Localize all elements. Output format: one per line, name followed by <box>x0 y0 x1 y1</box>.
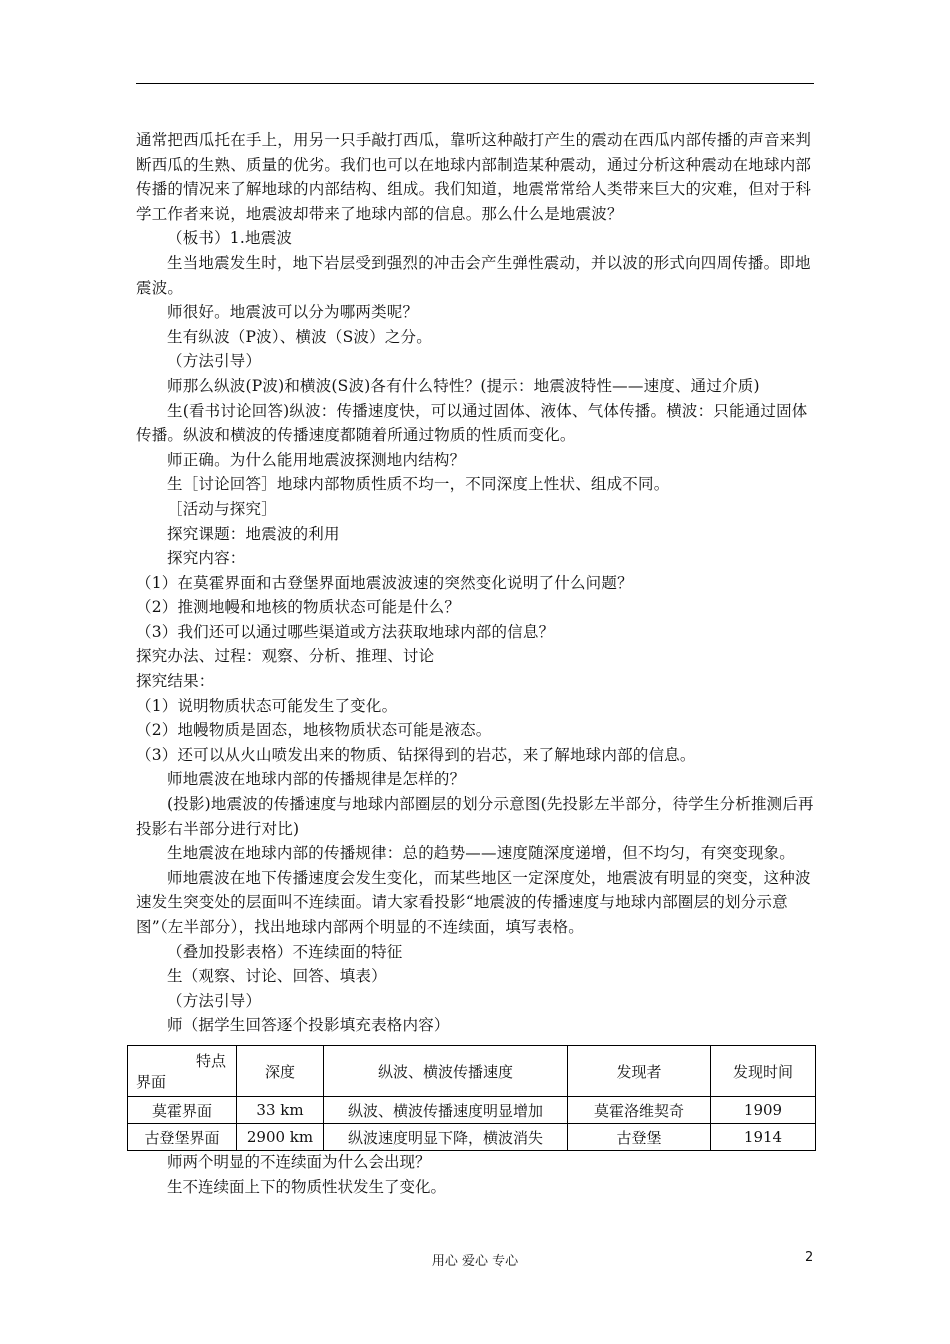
paragraph: 探究结果： <box>136 672 215 691</box>
table-header-row <box>128 1046 816 1097</box>
paragraph: 生［讨论回答］地球内部物质性质不均一，不同深度上性状、组成不同。 <box>167 475 670 494</box>
paragraph: 师（据学生回答逐个投影填充表格内容） <box>167 1016 450 1035</box>
table-row <box>128 1097 816 1124</box>
paragraph: 生当地震发生时，地下岩层受到强烈的冲击会产生弹性震动，并以波的形式向四周传播。即地震波。 <box>136 253 811 297</box>
paragraph: （2）地幔物质是固态，地核物质状态可能是液态。 <box>136 721 492 740</box>
paragraph: 探究办法、过程：观察、分析、推理、讨论 <box>136 647 435 666</box>
paragraph: 师地震波在地下传播速度会发生变化，而某些地区一定深度处，地震波有明显的突变，这种波速发生突变处的层面叫不连续面。请大家看投影“地震波的传播速度与地球内部圈层的划分示意图”（左半部分），找出地球内部两个明显的不连续面，填写表格。 <box>136 868 811 936</box>
paragraph: 师那么纵波(P波)和横波(S波)各有什么特性？(提示：地震波特性——速度、通过介质) <box>167 376 760 395</box>
row-discoverer: 古登堡 <box>568 1124 711 1151</box>
paragraph: （2）推测地幔和地核的物质状态可能是什么？ <box>136 598 461 617</box>
header-discoverer: 发现者 <box>568 1046 711 1097</box>
row-interface: 古登堡界面 <box>128 1124 237 1151</box>
row-speed: 纵波速度明显下降，横波消失 <box>324 1124 568 1151</box>
row-discoverer: 莫霍洛维契奇 <box>568 1097 711 1124</box>
paragraph: （3）我们还可以通过哪些渠道或方法获取地球内部的信息？ <box>136 622 555 641</box>
paragraph: （1）说明物质状态可能发生了变化。 <box>136 696 398 715</box>
header-depth: 深度 <box>237 1046 324 1097</box>
paragraph: (投影)地震波的传播速度与地球内部圈层的划分示意图(先投影左半部分，待学生分析推测后再投影右半部分进行对比) <box>136 795 814 838</box>
table-row <box>128 1124 816 1151</box>
paragraph: （方法引导） <box>167 991 262 1010</box>
paragraph: （叠加投影表格）不连续面的特征 <box>167 942 403 961</box>
row-year: 1914 <box>711 1124 816 1151</box>
corner-top-label: 特点 <box>195 1052 226 1070</box>
paragraph: ［活动与探究］ <box>167 499 277 518</box>
paragraph: （1）在莫霍界面和古登堡界面地震波波速的突然变化说明了什么问题？ <box>136 573 633 592</box>
paragraph: 生（观察、讨论、回答、填表） <box>167 967 387 986</box>
paragraph: 生不连续面上下的物质性状发生了变化。 <box>167 1177 447 1196</box>
row-year: 1909 <box>711 1097 816 1124</box>
paragraph: 通常把西瓜托在手上，用另一只手敲打西瓜，靠听这种敲打产生的震动在西瓜内部传播的声音来判断西瓜的生熟、质量的优劣。我们也可以在地球内部制造某种震动，通过分析这种震动在地球内部传播的情况来了解地球的内部结构、组成。我们知道，地震常常给人类带来巨大的灾难，但对于科学工作者来说，地震波却带来了地球内部的信息。那么什么是地震波？ <box>136 131 812 223</box>
row-depth: 33 km <box>237 1097 324 1124</box>
paragraph: （方法引导） <box>167 352 262 371</box>
paragraph: （板书）1.地震波 <box>167 229 293 248</box>
corner-bottom-label: 界面 <box>136 1073 167 1091</box>
row-interface: 莫霍界面 <box>128 1097 237 1124</box>
discontinuity-table <box>127 1045 816 1151</box>
table-corner-cell <box>128 1046 237 1097</box>
paragraph: 生地震波在地球内部的传播规律：总的趋势——速度随深度递增，但不均匀，有突变现象。 <box>167 844 796 863</box>
paragraph: 探究内容： <box>167 549 246 568</box>
paragraph: 生(看书讨论回答)纵波：传播速度快，可以通过固体、液体、气体传播。横波：只能通过固体传播。纵波和横波的传播速度都随着所通过物质的性质而变化。 <box>136 401 808 445</box>
page-number: 2 <box>805 1250 814 1265</box>
paragraph: 师两个明显的不连续面为什么会出现？ <box>167 1153 431 1171</box>
row-speed: 纵波、横波传播速度明显增加 <box>324 1097 568 1124</box>
paragraph: 生有纵波（P波）、横波（S波）之分。 <box>167 327 432 346</box>
body-text <box>136 128 814 1038</box>
header-year: 发现时间 <box>711 1046 816 1097</box>
paragraph: 师地震波在地球内部的传播规律是怎样的？ <box>167 770 466 789</box>
paragraph: 师正确。为什么能用地震波探测地内结构？ <box>167 450 466 469</box>
paragraph: 师很好。地震波可以分为哪两类呢？ <box>167 303 419 322</box>
header-speed: 纵波、横波传播速度 <box>324 1046 568 1097</box>
paragraph: （3）还可以从火山喷发出来的物质、钻探得到的岩芯，来了解地球内部的信息。 <box>136 745 696 764</box>
footer-text: 用心 爱心 专心 <box>431 1254 519 1269</box>
header-rule <box>136 83 814 84</box>
row-depth: 2900 km <box>237 1124 324 1151</box>
after-table-text <box>136 1150 814 1199</box>
paragraph: 探究课题：地震波的利用 <box>167 524 340 543</box>
